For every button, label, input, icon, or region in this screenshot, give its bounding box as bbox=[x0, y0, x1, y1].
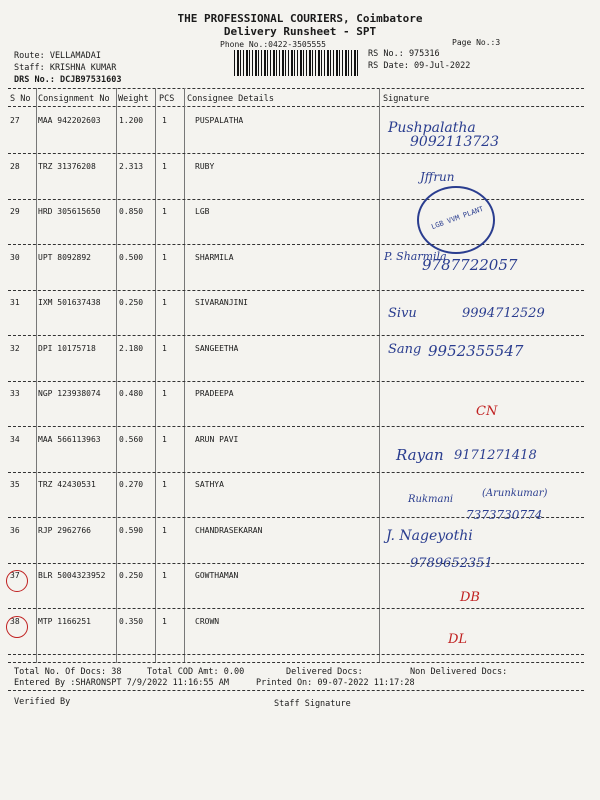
row-consignee: GOWTHAMAN bbox=[195, 571, 239, 580]
header-divider-bottom bbox=[8, 106, 584, 107]
row-sno: 32 bbox=[10, 343, 20, 353]
row-sno: 30 bbox=[10, 252, 20, 262]
row-pcs: 1 bbox=[162, 298, 167, 307]
route-label: Route: VELLAMADAI bbox=[14, 51, 101, 61]
row-weight: 0.560 bbox=[119, 434, 144, 444]
row-sno: 27 bbox=[10, 116, 20, 125]
row-consignee: SANGEETHA bbox=[195, 343, 239, 353]
column-divider bbox=[184, 88, 185, 663]
row-sno: 31 bbox=[10, 298, 20, 307]
footer-divider bbox=[8, 690, 584, 691]
row-pcs: 1 bbox=[162, 480, 167, 489]
row-consignment: TRZ 42430531 bbox=[38, 480, 96, 489]
column-divider bbox=[155, 88, 156, 663]
row-sno: 35 bbox=[10, 480, 20, 489]
row-pcs: 1 bbox=[162, 571, 167, 580]
stamp-text: LGB VVM PLANT bbox=[430, 204, 485, 232]
handwritten-phone: 9787722057 bbox=[422, 256, 518, 274]
company-name: THE PROFESSIONAL COURIERS, Coimbatore bbox=[177, 12, 423, 25]
header-divider-top bbox=[8, 88, 584, 89]
row-consignment: TRZ 31376208 bbox=[38, 161, 96, 171]
barcode-icon bbox=[234, 50, 359, 76]
row-consignee: SHARMILA bbox=[195, 252, 234, 262]
route-info bbox=[14, 50, 121, 86]
footer-divider bbox=[8, 662, 584, 663]
col-header-weight: Weight bbox=[118, 94, 149, 104]
row-sno: 29 bbox=[10, 207, 20, 216]
phone-number: Phone No.:0422-3505555 bbox=[220, 40, 326, 49]
row-consignment: RJP 2962766 bbox=[38, 525, 91, 535]
drs-number: DRS No.: DCJB97531603 bbox=[14, 75, 122, 85]
row-divider bbox=[8, 199, 584, 200]
row-weight: 0.250 bbox=[119, 571, 144, 580]
signature-mark: P. Sharmila bbox=[384, 250, 447, 263]
signature-mark: Pushpalatha bbox=[388, 120, 476, 136]
row-consignment: UPT 8092892 bbox=[38, 252, 91, 262]
row-sno: 38 bbox=[10, 616, 20, 626]
signature-mark: Sivu bbox=[388, 306, 417, 321]
printed-on: Printed On: 09-07-2022 11:17:28 bbox=[256, 678, 415, 688]
row-weight: 2.180 bbox=[119, 343, 144, 353]
row-weight: 0.500 bbox=[119, 252, 144, 262]
row-consignee: PRADEEPA bbox=[195, 389, 234, 398]
row-divider bbox=[8, 472, 584, 473]
col-header-consignment: Consignment No bbox=[38, 94, 110, 104]
row-weight: 0.850 bbox=[119, 207, 144, 216]
row-pcs: 1 bbox=[162, 252, 167, 262]
rs-number: RS No.: 975316 bbox=[368, 49, 440, 59]
signature-mark: Jffrun bbox=[420, 170, 455, 184]
row-consignment: BLR 5004323952 bbox=[38, 571, 106, 580]
status-mark: CN bbox=[476, 404, 498, 419]
handwritten-phone: 7373730774 bbox=[466, 508, 543, 522]
row-consignee: SIVARANJINI bbox=[195, 298, 248, 307]
row-consignment: DPI 10175718 bbox=[38, 343, 96, 353]
entered-by: Entered By :SHARONSPT 7/9/2022 11:16:55 AM bbox=[14, 678, 229, 688]
verified-by: Verified By bbox=[14, 697, 71, 707]
row-consignee: CHANDRASEKARAN bbox=[195, 525, 263, 535]
row-weight: 0.350 bbox=[119, 616, 144, 626]
total-docs: Total No. Of Docs: 38 bbox=[14, 667, 122, 677]
row-consignment: IXM 501637438 bbox=[38, 298, 101, 307]
signature-mark: Sang bbox=[388, 342, 422, 357]
row-pcs: 1 bbox=[162, 207, 167, 216]
row-consignment: HRD 305615650 bbox=[38, 207, 101, 216]
handwritten-phone: 9171271418 bbox=[454, 448, 537, 463]
row-consignee: RUBY bbox=[195, 161, 215, 171]
row-pcs: 1 bbox=[162, 616, 167, 626]
circle-mark-icon bbox=[6, 570, 28, 592]
row-consignment: MAA 942202603 bbox=[38, 116, 101, 125]
handwritten-phone: 9952355547 bbox=[428, 342, 524, 360]
row-divider bbox=[8, 654, 584, 655]
row-consignment: NGP 123938074 bbox=[38, 389, 101, 398]
row-pcs: 1 bbox=[162, 161, 167, 171]
column-divider bbox=[36, 88, 37, 663]
row-weight: 0.250 bbox=[119, 298, 144, 307]
row-consignee: PUSPALATHA bbox=[195, 116, 244, 125]
handwritten-name: J. Nageyothi bbox=[386, 528, 473, 544]
row-divider bbox=[8, 290, 584, 291]
column-divider bbox=[379, 88, 380, 663]
row-sno: 34 bbox=[10, 434, 20, 444]
row-divider bbox=[8, 153, 584, 154]
staff-label: Staff: KRISHNA KUMAR bbox=[14, 63, 117, 73]
signature-mark: Rayan bbox=[396, 446, 444, 464]
col-header-consignee: Consignee Details bbox=[187, 94, 274, 104]
delivered-docs: Delivered Docs: bbox=[286, 667, 363, 677]
status-mark: DB bbox=[460, 590, 480, 605]
row-pcs: 1 bbox=[162, 525, 167, 535]
row-consignment: MTP 1166251 bbox=[38, 616, 91, 626]
row-divider bbox=[8, 426, 584, 427]
col-header-sno: S No bbox=[10, 94, 31, 104]
sheet-title: Delivery Runsheet - SPT bbox=[223, 25, 377, 38]
document-title bbox=[0, 12, 600, 38]
row-weight: 0.590 bbox=[119, 525, 144, 535]
handwritten-phone: 9994712529 bbox=[462, 306, 545, 321]
status-mark: DL bbox=[448, 632, 468, 647]
col-header-signature: Signature bbox=[383, 94, 430, 104]
row-pcs: 1 bbox=[162, 389, 167, 398]
row-consignee: CROWN bbox=[195, 616, 220, 626]
row-divider bbox=[8, 244, 584, 245]
row-weight: 1.200 bbox=[119, 116, 144, 125]
row-consignee: ARUN PAVI bbox=[195, 434, 239, 444]
non-delivered-docs: Non Delivered Docs: bbox=[410, 667, 508, 677]
row-divider bbox=[8, 563, 584, 564]
row-sno: 37 bbox=[10, 571, 20, 580]
rs-info bbox=[368, 48, 470, 72]
row-sno: 36 bbox=[10, 525, 20, 535]
page-number: Page No.:3 bbox=[452, 38, 501, 47]
row-weight: 2.313 bbox=[119, 161, 144, 171]
handwritten-phone: 9092113723 bbox=[410, 134, 500, 150]
circle-mark-icon bbox=[6, 616, 28, 638]
row-consignment: MAA 566113963 bbox=[38, 434, 101, 444]
row-consignee: LGB bbox=[195, 207, 210, 216]
row-sno: 33 bbox=[10, 389, 20, 398]
column-divider bbox=[116, 88, 117, 663]
staff-signature-label: Staff Signature bbox=[274, 699, 351, 709]
total-cod: Total COD Amt: 0.00 bbox=[147, 667, 245, 677]
row-pcs: 1 bbox=[162, 116, 167, 125]
row-weight: 0.480 bbox=[119, 389, 144, 398]
handwritten-note: (Arunkumar) bbox=[482, 488, 548, 499]
handwritten-phone: 9789652351 bbox=[410, 556, 493, 571]
row-pcs: 1 bbox=[162, 343, 167, 353]
row-sno: 28 bbox=[10, 161, 20, 171]
row-pcs: 1 bbox=[162, 434, 167, 444]
row-divider bbox=[8, 381, 584, 382]
row-consignee: SATHYA bbox=[195, 480, 224, 489]
rs-date: RS Date: 09-Jul-2022 bbox=[368, 61, 471, 71]
row-divider bbox=[8, 335, 584, 336]
row-divider bbox=[8, 608, 584, 609]
signature-mark: Rukmani bbox=[408, 494, 454, 505]
row-weight: 0.270 bbox=[119, 480, 144, 489]
col-header-pcs: PCS bbox=[159, 94, 175, 104]
